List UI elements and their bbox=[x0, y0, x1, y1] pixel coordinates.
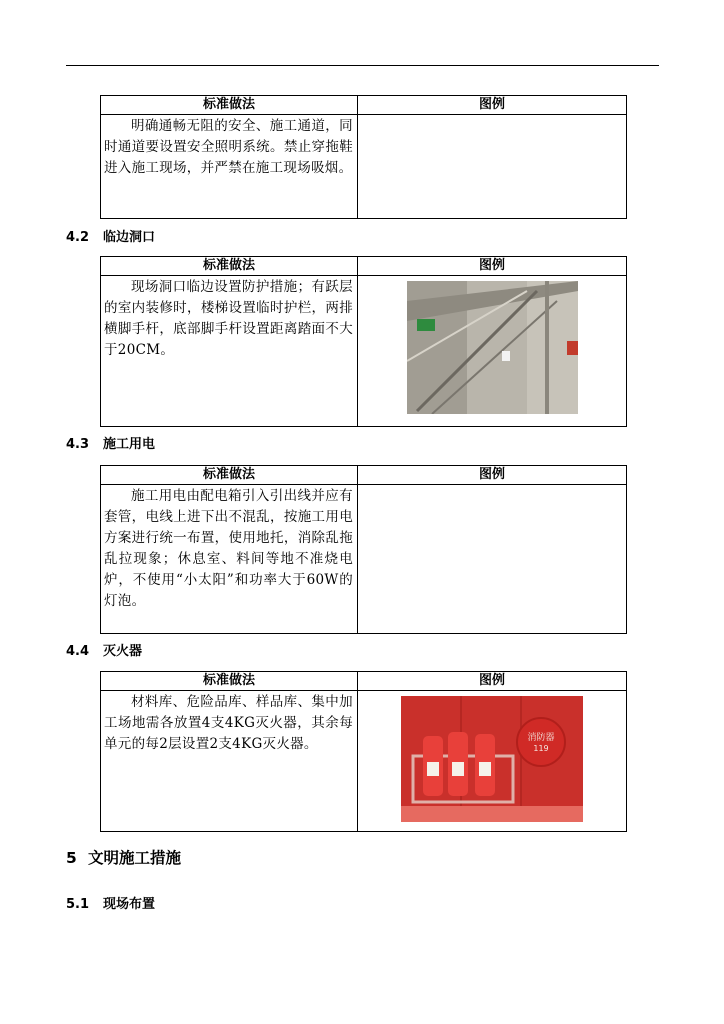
col-header-example: 图例 bbox=[358, 672, 627, 691]
method-text: 现场洞口临边设置防护措施；有跃层的室内装修时，楼梯设置临时护栏，两排横脚手杆，底部脚手杆设置距离踏面不大于20CM。 bbox=[101, 276, 358, 427]
example-photo-cell bbox=[358, 691, 627, 832]
example-cell-empty bbox=[358, 115, 627, 219]
method-text: 材料库、危险品库、样品库、集中加工场地需各放置4支4KG灭火器，其余每单元的每2层设置2支4KG灭火器。 bbox=[101, 691, 358, 832]
col-header-method: 标准做法 bbox=[101, 672, 358, 691]
table-extinguishers bbox=[100, 671, 627, 832]
section-heading-4-3: 4.3 施工用电 bbox=[66, 437, 156, 452]
example-photo-cell bbox=[358, 276, 627, 427]
section-heading-5-1: 5.1 现场布置 bbox=[66, 897, 156, 912]
method-text: 明确通畅无阻的安全、施工通道，同时通道要设置安全照明系统。禁止穿拖鞋进入施工现场，并严禁在施工现场吸烟。 bbox=[101, 115, 358, 219]
table-electricity bbox=[100, 465, 627, 634]
col-header-example: 图例 bbox=[358, 257, 627, 276]
table-edge-openings bbox=[100, 256, 627, 427]
method-text: 施工用电由配电箱引入引出线并应有套管，电线上进下出不混乱，按施工用电方案进行统一布置，使用地托，消除乱拖乱拉现象；休息室、料间等地不准烧电炉，不使用“小太阳”和功率大于60W的灯泡。 bbox=[101, 485, 358, 634]
stairwell-photo bbox=[407, 281, 578, 414]
photo-label-number: 119 bbox=[533, 744, 549, 753]
col-header-example: 图例 bbox=[358, 466, 627, 485]
section-heading-5: 5 文明施工措施 bbox=[66, 849, 182, 867]
header-rule bbox=[66, 65, 659, 66]
example-cell-empty bbox=[358, 485, 627, 634]
photo-label: 消防器 bbox=[527, 733, 555, 743]
section-heading-4-4: 4.4 灭火器 bbox=[66, 644, 143, 659]
table-passage bbox=[100, 95, 627, 219]
col-header-method: 标准做法 bbox=[101, 466, 358, 485]
col-header-method: 标准做法 bbox=[101, 257, 358, 276]
fire-extinguisher-photo bbox=[401, 696, 583, 822]
col-header-example: 图例 bbox=[358, 96, 627, 115]
col-header-method: 标准做法 bbox=[101, 96, 358, 115]
section-heading-4-2: 4.2 临边洞口 bbox=[66, 230, 156, 245]
